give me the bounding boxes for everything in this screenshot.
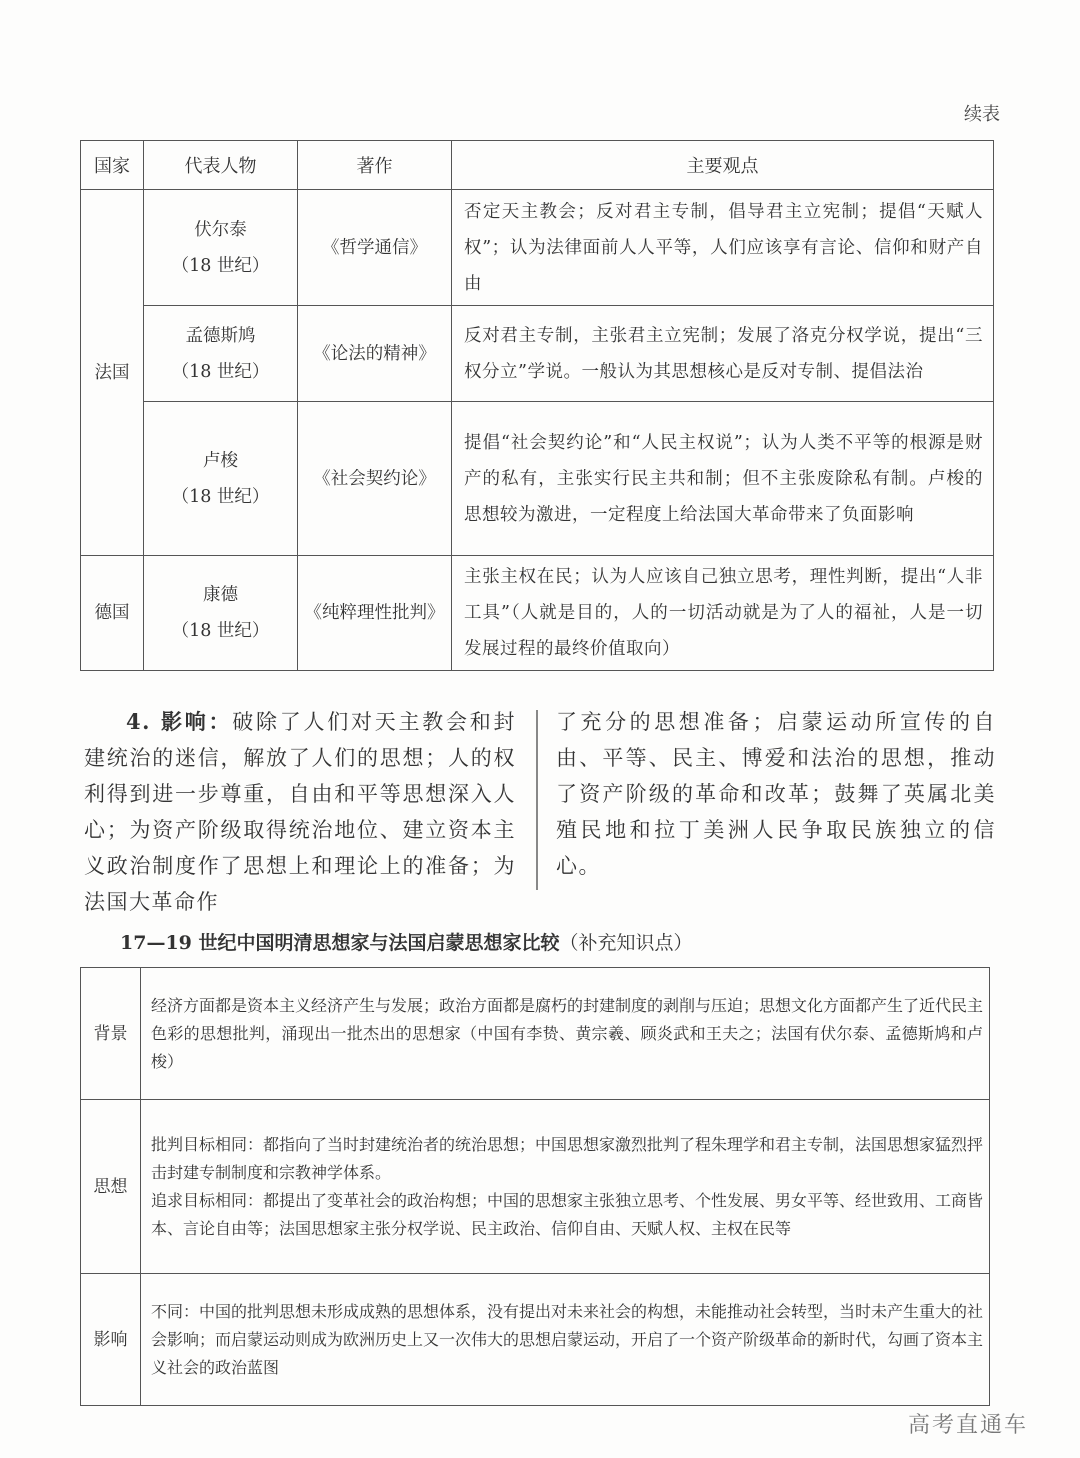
row-label-thought: 思想 (81, 1100, 141, 1274)
person-era: （18 世纪） (171, 621, 270, 641)
table-row (81, 190, 994, 306)
person-cell (144, 190, 298, 306)
person-cell (144, 402, 298, 556)
views-cell: 否定天主教会；反对君主专制，倡导君主立宪制；提倡“天赋人权”；认为法律面前人人平等，人们应该享有言论、信仰和财产自由 (452, 190, 994, 306)
person-era: （18 世纪） (171, 255, 270, 276)
person-era: （18 世纪） (171, 486, 270, 507)
table-header-row (81, 141, 994, 190)
table-row (81, 402, 994, 556)
comparison-title-main: 17—19 世纪中国明清思想家与法国启蒙思想家比较 (120, 932, 560, 954)
comparison-table-title (120, 928, 693, 955)
person-cell (144, 306, 298, 402)
enlightenment-thinkers-table (80, 140, 994, 671)
influence-paragraph-col1 (84, 704, 516, 920)
row-content (141, 1274, 990, 1406)
views-cell: 反对君主专制，主张君主立宪制；发展了洛克分权学说，提出“三权分立”学说。一般认为其思想核心是反对专制、提倡法治 (452, 306, 994, 402)
work-cell: 《哲学通信》 (298, 190, 452, 306)
person-name: 孟德斯鸠 (185, 325, 256, 346)
person-cell (144, 556, 298, 671)
country-cell-france: 法国 (81, 190, 144, 556)
views-cell: 主张主权在民；认为人应该自己独立思考，理性判断，提出“人非工具”（人就是目的，人的一切活动就是为了人的福祉，人是一切发展过程的最终价值取向） (452, 556, 994, 671)
content-line: 批判目标相同：都指向了当时封建统治者的统治思想；中国思想家激烈批判了程朱理学和君主专制，法国思想家猛烈抨击封建专制制度和宗教神学体系。 (151, 1134, 984, 1182)
person-name: 伏尔泰 (194, 219, 247, 240)
table-row (81, 1100, 990, 1274)
table-row (81, 1274, 990, 1406)
table-row (81, 968, 990, 1100)
header-work: 著作 (298, 141, 452, 190)
header-person: 代表人物 (144, 141, 298, 190)
column-divider (536, 710, 538, 890)
comparison-title-suffix: （补充知识点） (559, 932, 693, 954)
row-content (141, 1100, 990, 1274)
work-cell: 《论法的精神》 (298, 306, 452, 402)
person-name: 卢梭 (203, 450, 238, 471)
views-cell: 提倡“社会契约论”和“人民主权说”；认为人类不平等的根源是财产的私有，主张实行民主共和制；但不主张废除私有制。卢梭的思想较为激进，一定程度上给法国大革命带来了负面影响 (452, 402, 994, 556)
row-label-background: 背景 (81, 968, 141, 1100)
work-cell: 《纯粹理性批判》 (298, 556, 452, 671)
person-era: （18 世纪） (171, 361, 270, 382)
person-name: 康德 (203, 585, 238, 605)
content-line: 不同：中国的批判思想未形成成熟的思想体系，没有提出对未来社会的构想，未能推动社会转型，当时未产生重大的社会影响；而启蒙运动则成为欧洲历史上又一次伟大的思想启蒙运动，开启了一个资产阶级革命的新时代，勾画了资本主义社会的政治蓝图 (151, 1301, 984, 1377)
influence-paragraph-col2: 了充分的思想准备；启蒙运动所宣传的自由、平等、民主、博爱和法治的思想，推动了资产阶级的革命和改革；鼓舞了英属北美殖民地和拉丁美洲人民争取民族独立的信心。 (556, 710, 996, 878)
row-label-influence: 影响 (81, 1274, 141, 1406)
work-cell: 《社会契约论》 (298, 402, 452, 556)
table-row (81, 306, 994, 402)
row-content (141, 968, 990, 1100)
country-cell-germany: 德国 (81, 556, 144, 671)
influence-heading: 4. 影响： (126, 709, 233, 734)
header-country: 国家 (81, 141, 144, 190)
continued-table-label: 续表 (964, 104, 1000, 125)
content-line: 追求目标相同：都提出了变革社会的政治构想；中国的思想家主张独立思考、个性发展、男女平等、经世致用、工商皆本、言论自由等；法国思想家主张分权学说、民主政治、信仰自由、天赋人权、主权在民等 (151, 1190, 984, 1238)
thinkers-comparison-table (80, 967, 990, 1406)
content-line: 经济方面都是资本主义经济产生与发展；政治方面都是腐朽的封建制度的剥削与压迫；思想文化方面都产生了近代民主色彩的思想批判，涌现出一批杰出的思想家（中国有李贽、黄宗羲、顾炎武和王夫之；法国有伏尔泰、孟德斯鸠和卢梭） (151, 995, 984, 1071)
header-views: 主要观点 (452, 141, 994, 190)
table-row (81, 556, 994, 671)
influence-text-part1: 破除了人们对天主教会和封建统治的迷信，解放了人们的思想；人的权利得到进一步尊重，自由和平等思想深入人心；为资产阶级取得统治地位、建立资本主义政治制度作了思想上和理论上的准备；为法国大革命作 (84, 710, 517, 914)
watermark: 高考直通车 (907, 1413, 1028, 1438)
